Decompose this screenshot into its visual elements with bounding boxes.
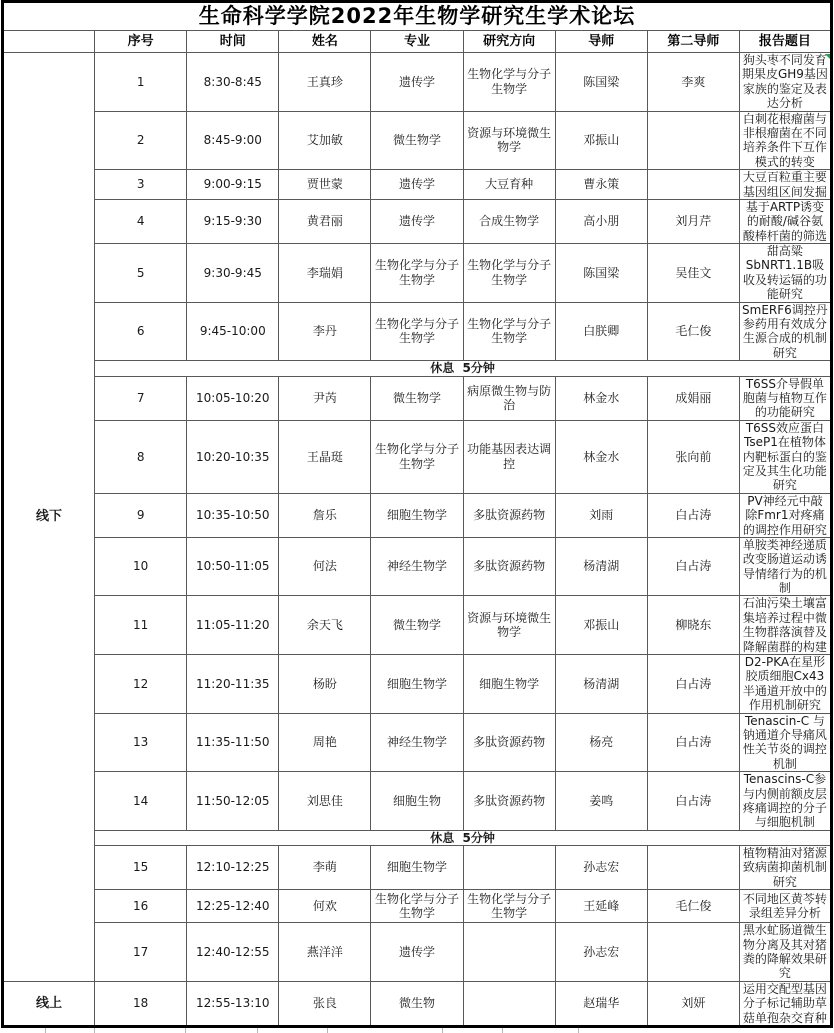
cell-time: 10:05-10:20 [187,376,279,420]
cell-advisor: 陈国梁 [555,244,647,303]
cell-no: 16 [95,890,187,923]
cell-no: 10 [95,537,187,596]
cell-major: 遗传学 [371,199,463,243]
cell-time: 9:00-9:15 [187,170,279,200]
cell-no: 14 [95,772,187,831]
cell-major: 遗传学 [371,923,463,982]
cell-advisor: 林金水 [555,376,647,420]
cell-name: 王真珍 [279,53,371,112]
cell-direction [463,846,555,890]
page-title: 生命科学学院2022年生物学研究生学术论坛 [3,2,832,31]
cell-report-title [739,53,831,112]
cell-report-title: SmERF6调控丹参药用有效成分生源合成的机制研究 [739,302,831,361]
table-row [3,170,832,200]
cell-no: 11 [95,596,187,655]
forum-schedule-table [1,0,833,1028]
cell-report-title: 石油污染土壤富集培养过程中微生物群落演替及降解菌群的构建 [739,596,831,655]
cell-direction: 生物化学与分子生物学 [463,244,555,303]
cell-direction: 生物化学与分子生物学 [463,53,555,112]
cell-second-advisor: 白占涛 [647,655,739,714]
cell-no: 4 [95,199,187,243]
break-row [3,830,832,845]
cell-direction: 细胞生物学 [463,655,555,714]
cell-time: 8:30-8:45 [187,53,279,112]
cell-advisor: 高小朋 [555,199,647,243]
cell-advisor: 曹永策 [555,170,647,200]
cell-report-title: 植物精油对猪源致病菌抑菌机制研究 [739,846,831,890]
cell-advisor: 王延峰 [555,890,647,923]
break-label: 休息 5分钟 [95,361,832,376]
cell-advisor: 林金水 [555,420,647,493]
cell-advisor: 孙志宏 [555,846,647,890]
table-row [3,596,832,655]
cell-second-advisor: 毛仁俊 [647,890,739,923]
cell-time: 11:05-11:20 [187,596,279,655]
cell-direction: 多肽资源药物 [463,713,555,772]
cell-name: 艾加敏 [279,111,371,170]
cell-time: 11:20-11:35 [187,655,279,714]
cell-name: 王晶珽 [279,420,371,493]
cell-second-advisor [647,923,739,982]
col-header-direction: 研究方向 [463,31,555,53]
cell-report-title: 不同地区黄芩转录组差异分析 [739,890,831,923]
cell-report-title: 运用交配型基因分子标记辅助草菇单孢杂交育种 [739,981,831,1026]
cell-no: 3 [95,170,187,200]
cell-major: 生物化学与分子生物学 [371,890,463,923]
cell-direction: 合成生物学 [463,199,555,243]
col-header-name: 姓名 [279,31,371,53]
cell-advisor: 邓振山 [555,596,647,655]
table-row [3,244,832,303]
cell-direction: 多肽资源药物 [463,537,555,596]
table-row [3,111,832,170]
cell-major: 生物化学与分子生物学 [371,420,463,493]
col-header-no: 序号 [95,31,187,53]
cell-name: 李瑞娟 [279,244,371,303]
cell-name: 余天飞 [279,596,371,655]
cell-direction [463,981,555,1026]
cell-time: 10:20-10:35 [187,420,279,493]
cell-name: 李萌 [279,846,371,890]
cell-no: 17 [95,923,187,982]
cell-name: 李丹 [279,302,371,361]
cell-report-title: T6SS介导假单胞菌与植物互作的功能研究 [739,376,831,420]
cutoff-next-row [1,1028,833,1033]
cell-no: 9 [95,493,187,537]
cell-second-advisor: 毛仁俊 [647,302,739,361]
cell-major: 微生物学 [371,596,463,655]
table-row [3,655,832,714]
cell-major: 生物化学与分子生物学 [371,302,463,361]
green-corner-marker-icon [825,54,830,59]
cell-advisor: 杨亮 [555,713,647,772]
header-row [3,31,832,53]
col-header-report-title: 报告题目 [739,31,831,53]
cell-direction: 生物化学与分子生物学 [463,890,555,923]
table-row [3,493,832,537]
table-row [3,53,832,112]
col-header-advisor: 导师 [555,31,647,53]
cell-name: 刘思佳 [279,772,371,831]
cell-second-advisor [647,111,739,170]
cell-direction: 资源与环境微生物学 [463,596,555,655]
cell-direction [463,923,555,982]
cell-name: 黄君丽 [279,199,371,243]
cell-no: 13 [95,713,187,772]
cell-name: 何欢 [279,890,371,923]
cell-report-title: 大豆百粒重主要基因组区间发掘 [739,170,831,200]
cell-second-advisor [647,170,739,200]
cell-major: 微生物学 [371,111,463,170]
cell-second-advisor: 白占涛 [647,772,739,831]
cell-name: 杨盼 [279,655,371,714]
cell-advisor: 刘雨 [555,493,647,537]
table-row [3,420,832,493]
cell-direction: 多肽资源药物 [463,772,555,831]
cell-major: 细胞生物学 [371,846,463,890]
cell-name: 何法 [279,537,371,596]
cell-time: 11:35-11:50 [187,713,279,772]
cell-name: 周艳 [279,713,371,772]
cell-advisor: 白朕卿 [555,302,647,361]
cell-advisor: 孙志宏 [555,923,647,982]
cell-major: 微生物学 [371,376,463,420]
cell-direction: 生物化学与分子生物学 [463,302,555,361]
cell-major: 细胞生物学 [371,655,463,714]
table-row [3,772,832,831]
cell-no: 1 [95,53,187,112]
cell-time: 11:50-12:05 [187,772,279,831]
table-row [3,981,832,1026]
cell-time: 9:15-9:30 [187,199,279,243]
cell-report-title: PV神经元中敲除Fmr1对疼痛的调控作用研究 [739,493,831,537]
cell-report-title: D2-PKA在星形胶质细胞Cx43半通道开放中的作用机制研究 [739,655,831,714]
cell-no: 2 [95,111,187,170]
cell-second-advisor: 柳晓东 [647,596,739,655]
cell-no: 7 [95,376,187,420]
cell-name: 燕洋洋 [279,923,371,982]
cell-time: 12:40-12:55 [187,923,279,982]
cell-advisor: 姜鸣 [555,772,647,831]
table-row [3,537,832,596]
cell-report-title: Tenascin-C 与钠通道介导痛风性关节炎的调控机制 [739,713,831,772]
cell-advisor: 杨清湖 [555,537,647,596]
cell-no: 8 [95,420,187,493]
cell-second-advisor: 白占涛 [647,713,739,772]
cell-advisor: 赵瑞华 [555,981,647,1026]
cell-time: 10:35-10:50 [187,493,279,537]
cell-major: 细胞生物学 [371,493,463,537]
cell-name: 张良 [279,981,371,1026]
cell-time: 12:25-12:40 [187,890,279,923]
cell-major: 神经生物学 [371,537,463,596]
cell-no: 12 [95,655,187,714]
cell-report-title: 黑水虻肠道微生物分离及其对猪粪的降解效果研究 [739,923,831,982]
cell-report-title: 单胺类神经递质改变肠道运动诱导情绪行为的机制 [739,537,831,596]
cell-second-advisor [647,846,739,890]
col-header-major: 专业 [371,31,463,53]
cell-report-title: 基于ARTP诱变的耐酸/碱谷氨酸棒杆菌的筛选 [739,199,831,243]
cell-no: 18 [95,981,187,1026]
cell-time: 10:50-11:05 [187,537,279,596]
cell-name: 贾世蒙 [279,170,371,200]
cell-direction: 资源与环境微生物学 [463,111,555,170]
cell-second-advisor: 刘妍 [647,981,739,1026]
table-row [3,199,832,243]
cell-report-title: T6SS效应蛋白TseP1在植物体内靶标蛋白的鉴定及其生化功能研究 [739,420,831,493]
cell-time: 12:10-12:25 [187,846,279,890]
cell-no: 5 [95,244,187,303]
cell-name: 詹乐 [279,493,371,537]
table-row [3,846,832,890]
group-offline-label: 线下 [3,53,95,982]
cell-time: 8:45-9:00 [187,111,279,170]
break-label: 休息 5分钟 [95,830,832,845]
cell-major: 细胞生物 [371,772,463,831]
cell-time: 12:55-13:10 [187,981,279,1026]
cell-advisor: 陈国梁 [555,53,647,112]
cell-report-title: 白刺花根瘤菌与非根瘤菌在不同培养条件下互作模式的转变 [739,111,831,170]
cell-second-advisor: 吴佳文 [647,244,739,303]
cell-second-advisor: 张向前 [647,420,739,493]
table-row [3,302,832,361]
break-row [3,361,832,376]
table-row [3,713,832,772]
cell-direction: 功能基因表达调控 [463,420,555,493]
table-row [3,376,832,420]
cell-no: 15 [95,846,187,890]
cell-second-advisor: 刘月芹 [647,199,739,243]
cell-major: 神经生物学 [371,713,463,772]
cell-time: 9:30-9:45 [187,244,279,303]
corner-cell [3,31,95,53]
cell-second-advisor: 李爽 [647,53,739,112]
cell-name: 尹芮 [279,376,371,420]
cell-direction: 大豆育种 [463,170,555,200]
cell-major: 生物化学与分子生物学 [371,244,463,303]
cell-no: 6 [95,302,187,361]
cell-advisor: 杨清湖 [555,655,647,714]
cell-major: 遗传学 [371,170,463,200]
cell-direction: 多肽资源药物 [463,493,555,537]
cell-report-title: 甜高粱SbNRT1.1B吸收及转运镉的功能研究 [739,244,831,303]
title-row [3,2,832,31]
table-row [3,890,832,923]
cell-report-title: Tenascins-C参与内侧前额皮层疼痛调控的分子与细胞机制 [739,772,831,831]
cell-direction: 病原微生物与防治 [463,376,555,420]
group-online-label: 线上 [3,981,95,1026]
report-title-text: 狗头枣不同发育期果皮GH9基因家族的鉴定及表达分析 [741,53,828,111]
col-header-second-advisor: 第二导师 [647,31,739,53]
cell-second-advisor: 成娟丽 [647,376,739,420]
cell-advisor: 邓振山 [555,111,647,170]
cell-second-advisor: 白占涛 [647,537,739,596]
cell-time: 9:45-10:00 [187,302,279,361]
cell-major: 遗传学 [371,53,463,112]
cell-major: 微生物 [371,981,463,1026]
cell-second-advisor: 白占涛 [647,493,739,537]
table-row [3,923,832,982]
col-header-time: 时间 [187,31,279,53]
